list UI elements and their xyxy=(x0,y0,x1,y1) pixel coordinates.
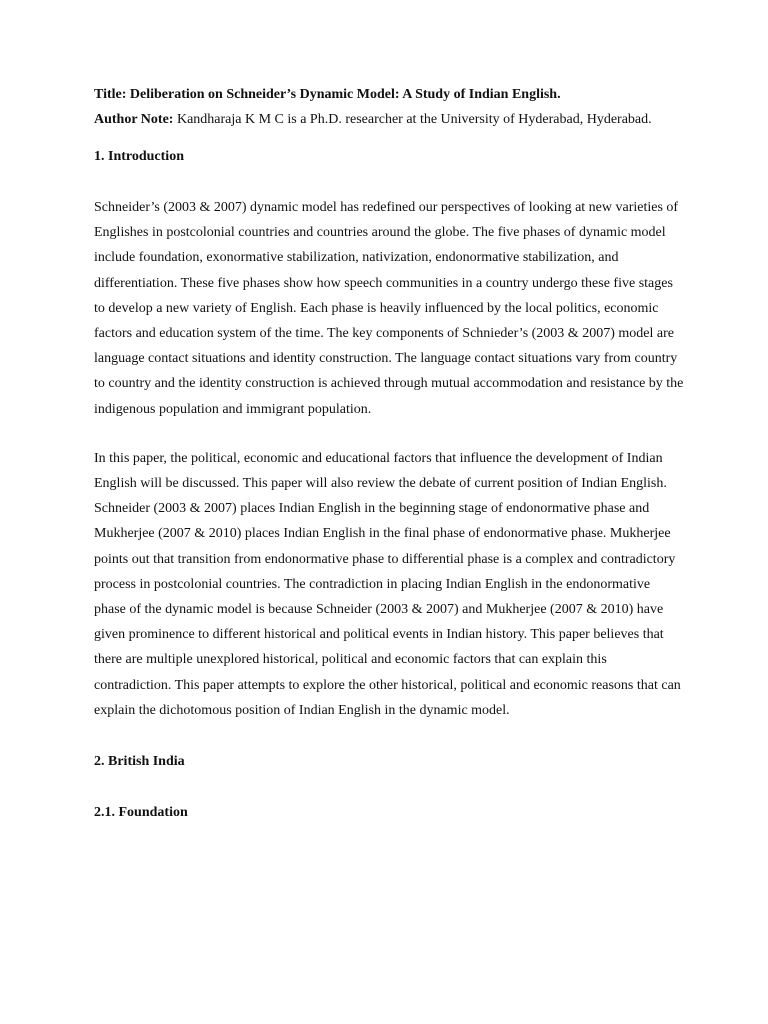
document-title xyxy=(94,86,684,103)
title-label: Title: xyxy=(94,87,127,102)
author-note-label: Author Note: xyxy=(94,112,174,127)
paragraph-intro-1: Schneider’s (2003 & 2007) dynamic model has redefined our perspectives of looking at new varieties of Englishes in postcolonial countries and countries around the globe. The five phases of dynamic model include foundation, exonormative stabilization, nativization, endonormative stabilization, and differentiation. These five phases show how speech communities in a country undergo these five stages to develop a new variety of English. Each phase is heavily influenced by the local politics, economic factors and education system of the time. The key components of Schnieder’s (2003 & 2007) model are language contact situations and identity construction. The language contact situations vary from country to country and the identity construction is achieved through mutual accommodation and resistance by the indigenous population and immigrant population. xyxy=(94,200,684,417)
author-note xyxy=(94,111,684,128)
subsection-heading-foundation: 2.1. Foundation xyxy=(94,805,188,821)
title-text: Deliberation on Schneider’s Dynamic Model: A Study of Indian English. xyxy=(129,87,561,102)
paragraph-intro-2: In this paper, the political, economic and educational factors that influence the development of Indian English will be discussed. This paper will also review the debate of current position of Indian English. Schneider (2003 & 2007) places Indian English in the beginning stage of endonormative phase and Mukherjee (2007 & 2010) places Indian English in the final phase of endonormative phase. Mukherjee points out that transition from endonormative phase to differential phase is a complex and contradictory process in postcolonial countries. The contradiction in placing Indian English in the endonormative phase of the dynamic model is because Schneider (2003 & 2007) and Mukherjee (2007 & 2010) have given prominence to different historical and political events in Indian history. This paper believes that there are multiple unexplored historical, political and economic factors that can explain this contradiction. This paper attempts to explore the other historical, political and economic reasons that can explain the dichotomous position of Indian English in the dynamic model. xyxy=(94,450,681,718)
document-page xyxy=(94,86,684,821)
section-heading-introduction: 1. Introduction xyxy=(94,149,184,164)
section-heading-british-india: 2. British India xyxy=(94,754,185,770)
author-note-text: Kandharaja K M C is a Ph.D. researcher at the University of Hyderabad, Hyderabad. xyxy=(176,112,652,127)
